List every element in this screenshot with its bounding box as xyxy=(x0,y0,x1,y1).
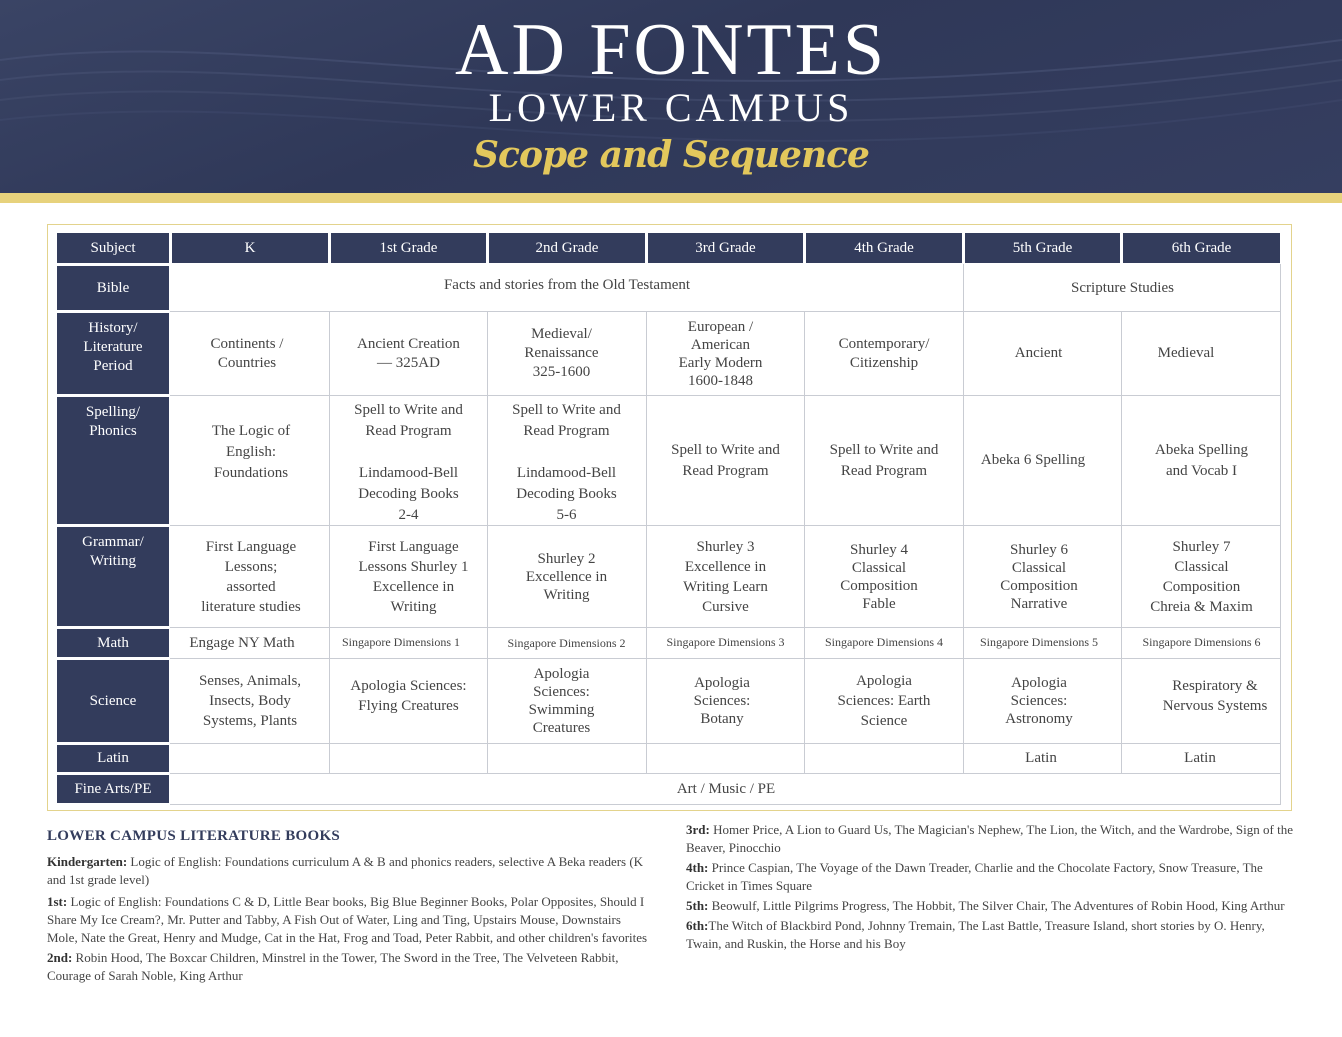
science-grade2: Apologia Sciences: Swimming Creatures xyxy=(528,666,595,736)
books-grade1 xyxy=(47,893,652,947)
grid-line xyxy=(1121,311,1122,774)
history-k: Continents / Countries xyxy=(210,335,284,371)
col-header-grade3: 3rd Grade xyxy=(648,233,803,263)
grammar-grade2: Shurley 2 Excellence in Writing xyxy=(525,550,608,603)
latin-grade6: Latin xyxy=(1184,750,1216,766)
math-grade2: Singapore Dimensions 2 xyxy=(507,635,626,650)
col-header-k: K xyxy=(172,233,328,263)
science-grade3: Apologia Sciences: Botany xyxy=(693,675,751,727)
science-grade1: Apologia Sciences: Flying Creatures xyxy=(350,678,467,714)
grammar-grade5: Shurley 6 Classical Composition Narrative xyxy=(1000,541,1078,612)
books-title: LOWER CAMPUS LITERATURE BOOKS xyxy=(47,828,341,844)
col-header-grade4: 4th Grade xyxy=(806,233,962,263)
books-g1-text: Logic of English: Foundations C & D, Little Bear books, Big Blue Beginner Books, Polar Opposites, Should I Share My Ice Cream?, Mr. Putter and Tabby, A Fish Out of Water, Ling and Ting, Upstairs Mouse, Downstairs Mole, Nate the Great, Henry and Mudge, Cat in the Hat, Frog and Toad, Peter Rabbit, and other children's favorites xyxy=(47,894,648,945)
grid-line xyxy=(646,311,647,774)
books-g5-label: 5th: xyxy=(686,898,709,913)
books-g4-label: 4th: xyxy=(686,860,709,875)
grid-line xyxy=(170,804,1281,805)
math-grade3: Singapore Dimensions 3 xyxy=(666,634,785,649)
books-left-column xyxy=(47,853,652,987)
grid-line xyxy=(170,395,1281,396)
gold-divider xyxy=(0,193,1342,203)
latin-grade5: Latin xyxy=(1025,750,1057,766)
spelling-grade1: Spell to Write and Read Program Lindamood-Bell Decoding Books 2-4 xyxy=(354,402,463,523)
math-k: Engage NY Math xyxy=(189,634,295,651)
spelling-grade6: Abeka Spelling and Vocab I xyxy=(1155,441,1248,479)
spelling-grade4: Spell to Write and Read Program xyxy=(829,441,939,479)
books-g3-label: 3rd: xyxy=(686,822,710,837)
science-grade6: Respiratory & Nervous Systems xyxy=(1162,678,1268,714)
spelling-grade5: Abeka 6 Spelling xyxy=(980,452,1086,468)
history-grade6: Medieval xyxy=(1157,345,1215,361)
bible-k-to-4: Facts and stories from the Old Testament xyxy=(443,276,691,293)
books-grade3 xyxy=(686,821,1298,857)
books-grade4 xyxy=(686,859,1298,895)
subject-latin: Latin xyxy=(57,745,169,772)
grammar-grade4: Shurley 4 Classical Composition Fable xyxy=(840,541,918,612)
math-grade1: Singapore Dimensions 1 xyxy=(342,634,460,649)
grammar-k: First Language Lessons; assorted literature studies xyxy=(201,538,301,615)
col-header-grade6: 6th Grade xyxy=(1123,233,1280,263)
subject-science: Science xyxy=(57,660,169,742)
books-grade2 xyxy=(47,949,652,985)
books-g1-label: 1st: xyxy=(47,894,68,909)
page-tagline: Scope and Sequence xyxy=(473,134,869,176)
math-grade6: Singapore Dimensions 6 xyxy=(1142,634,1261,649)
grid-line xyxy=(804,311,805,774)
col-header-grade5: 5th Grade xyxy=(965,233,1120,263)
history-grade2: Medieval/ Renaissance 325-1600 xyxy=(524,326,599,380)
books-g4-text: Prince Caspian, The Voyage of the Dawn Treader, Charlie and the Chocolate Factory, Snow Treasure, The Cricket in Times Square xyxy=(686,860,1263,893)
math-grade4: Singapore Dimensions 4 xyxy=(825,634,943,649)
spelling-grade2: Spell to Write and Read Program Lindamood-Bell Decoding Books 5-6 xyxy=(512,402,621,523)
books-k-text: Logic of English: Foundations curriculum A & B and phonics readers, selective A Beka readers (K and 1st grade level) xyxy=(47,854,644,887)
subject-grammar: Grammar/ Writing xyxy=(57,527,169,626)
science-k: Senses, Animals, Insects, Body Systems, Plants xyxy=(198,673,302,729)
header-banner xyxy=(0,0,1342,193)
spelling-grade3: Spell to Write and Read Program xyxy=(671,441,780,479)
books-g6-label: 6th: xyxy=(686,918,709,933)
grammar-grade1: First Language Lessons Shurley 1 Excellence in Writing xyxy=(358,538,469,615)
books-right-column xyxy=(686,821,1298,955)
math-grade5: Singapore Dimensions 5 xyxy=(980,634,1098,649)
grid-line xyxy=(170,743,1281,744)
spelling-k: The Logic of English: Foundations xyxy=(211,422,291,481)
col-header-grade1: 1st Grade xyxy=(331,233,486,263)
col-header-subject: Subject xyxy=(57,233,169,263)
subject-finearts: Fine Arts/PE xyxy=(57,775,169,803)
page-title: AD FONTES xyxy=(455,9,887,91)
books-grade5 xyxy=(686,897,1298,915)
grid-line xyxy=(963,264,964,774)
books-k-label: Kindergarten: xyxy=(47,854,128,869)
grid-line xyxy=(170,658,1281,659)
subject-bible: Bible xyxy=(57,266,169,310)
grammar-grade3: Shurley 3 Excellence in Writing Learn Cursive xyxy=(683,538,768,615)
grid-line xyxy=(170,773,1281,774)
books-g5-text: Beowulf, Little Pilgrims Progress, The Hobbit, The Silver Chair, The Adventures of Robin Hood, King Arthur xyxy=(708,898,1285,913)
history-grade5: Ancient xyxy=(1014,345,1063,361)
history-grade1: Ancient Creation — 325AD xyxy=(357,335,460,371)
books-g2-text: Robin Hood, The Boxcar Children, Minstrel in the Tower, The Sword in the Tree, The Velveteen Rabbit, Courage of Sarah Noble, King Arthur xyxy=(47,950,619,983)
col-header-grade2: 2nd Grade xyxy=(489,233,645,263)
finearts-all: Art / Music / PE xyxy=(676,780,776,797)
books-g2-label: 2nd: xyxy=(47,950,73,965)
books-g6-text: The Witch of Blackbird Pond, Johnny Tremain, The Last Battle, Treasure Island, short stories by O. Henry, Twain, and Ruskin, the Horse and his Boy xyxy=(686,918,1265,951)
page-subtitle: LOWER CAMPUS xyxy=(488,85,854,130)
books-kindergarten xyxy=(47,853,652,889)
subject-spelling: Spelling/ Phonics xyxy=(57,397,169,524)
science-grade5: Apologia Sciences: Astronomy xyxy=(1005,675,1073,727)
grid-line xyxy=(170,311,1281,312)
grid-line xyxy=(170,627,1281,628)
bible-5-to-6: Scripture Studies xyxy=(1071,279,1174,296)
subject-history: History/ Literature Period xyxy=(57,313,169,394)
history-grade3: European / American Early Modern 1600-1848 xyxy=(678,318,763,389)
history-grade4: Contemporary/ Citizenship xyxy=(838,335,930,371)
science-grade4: Apologia Sciences: Earth Science xyxy=(837,673,931,729)
subject-math: Math xyxy=(57,629,169,657)
books-grade6 xyxy=(686,917,1298,953)
grammar-grade6: Shurley 7 Classical Composition Chreia & Maxim xyxy=(1150,538,1253,615)
books-g3-text: Homer Price, A Lion to Guard Us, The Magician's Nephew, The Lion, the Witch, and the Wardrobe, Sign of the Beaver, Pinocchio xyxy=(686,822,1293,855)
